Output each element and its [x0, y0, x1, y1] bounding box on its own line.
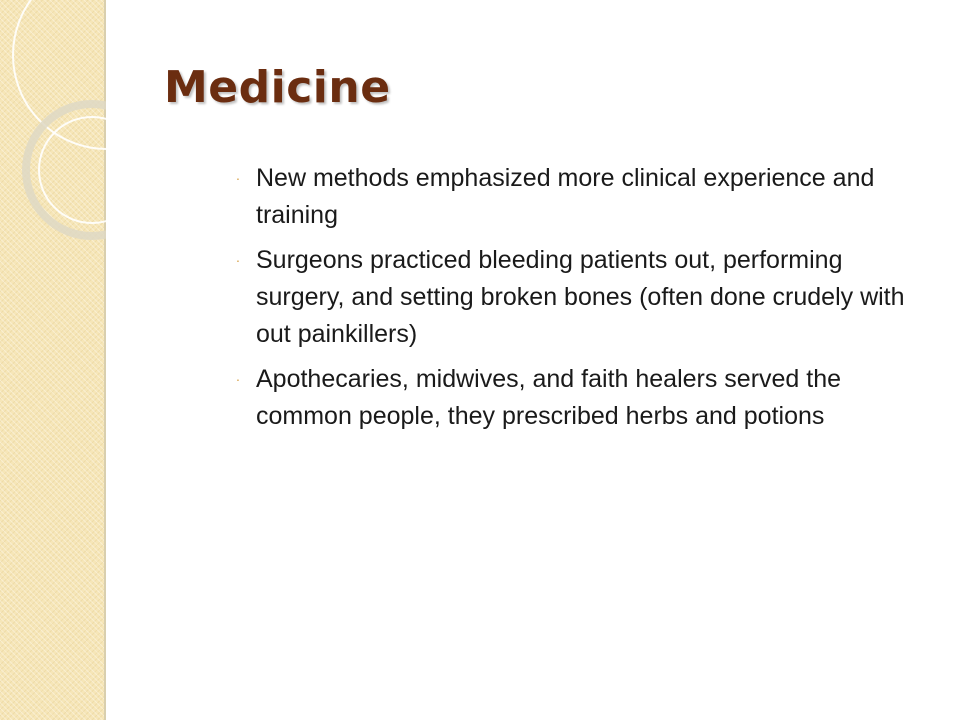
bullet-list: [228, 160, 928, 443]
bullet-dot-icon: ·: [235, 170, 241, 186]
bullet-text: Apothecaries, midwives, and faith healers served the common people, they prescribed herbs and potions: [256, 365, 842, 430]
decorative-rings: [0, 0, 106, 240]
slide-title: Medicine: [164, 62, 391, 113]
bullet-dot-icon: ·: [235, 252, 241, 268]
bullet-text: Surgeons practiced bleeding patients out, performing surgery, and setting broken bones (often done crudely with out painkillers): [256, 246, 905, 348]
bullet-dot-icon: ·: [235, 371, 241, 387]
bullet-text: New methods emphasized more clinical experience and training: [256, 164, 875, 229]
bullet-item: [228, 361, 928, 435]
bullet-item: [228, 160, 928, 234]
bullet-item: [228, 242, 928, 353]
